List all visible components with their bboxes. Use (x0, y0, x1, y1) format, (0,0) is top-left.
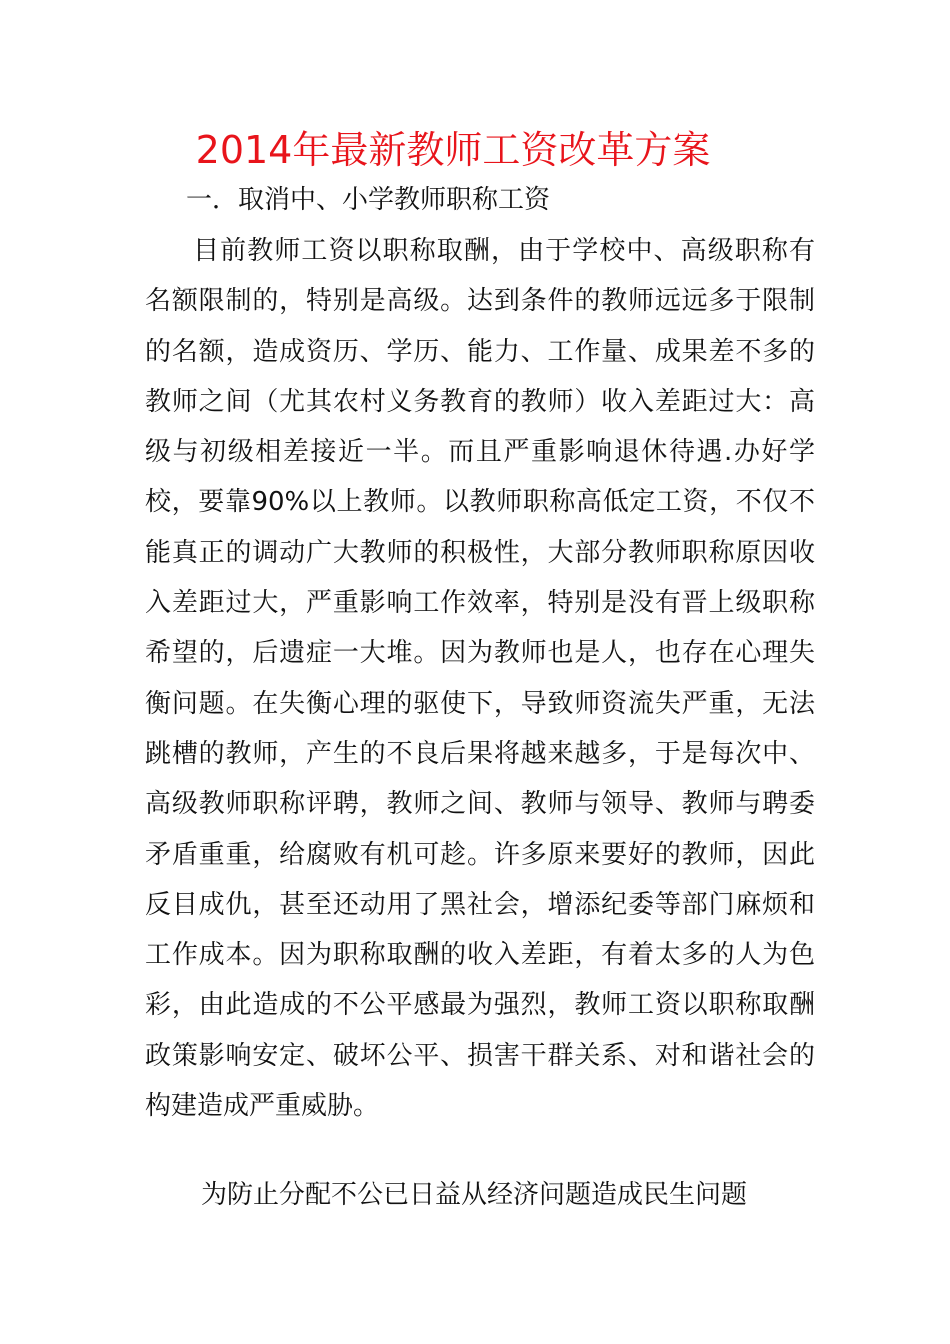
document-title: 2014年最新教师工资改革方案 (195, 128, 711, 172)
section-heading: 一．取消中、小学教师职称工资 (186, 185, 551, 215)
paragraph-2: 为防止分配不公已日益从经济问题造成民生问题 (201, 1180, 748, 1210)
paragraph-1: 目前教师工资以职称取酬，由于学校中、高级职称有名额限制的，特别是高级。达到条件的教师远远多于限制的名额，造成资历、学历、能力、工作量、成果差不多的教师之间（尤其农村义务教育的教师）收入差距过大：高级与初级相差接近一半。而且严重影响退休待遇.办好学校，要靠90%以上教师。以教师职称高低定工资，不仅不能真正的调动广大教师的积极性，大部分教师职称原因收入差距过大，严重影响工作效率，特别是没有晋上级职称希望的，后遗症一大堆。因为教师也是人，也存在心理失衡问题。在失衡心理的驱使下，导致师资流失严重，无法跳槽的教师，产生的不良后果将越来越多，于是每次中、高级教师职称评聘，教师之间、教师与领导、教师与聘委矛盾重重，给腐败有机可趁。许多原来要好的教师，因此反目成仇，甚至还动用了黑社会，增添纪委等部门麻烦和工作成本。因为职称取酬的收入差距，有着太多的人为色彩，由此造成的不公平感最为强烈，教师工资以职称取酬政策影响安定、破坏公平、损害干群关系、对和谐社会的构建造成严重威胁。 (145, 236, 815, 1122)
